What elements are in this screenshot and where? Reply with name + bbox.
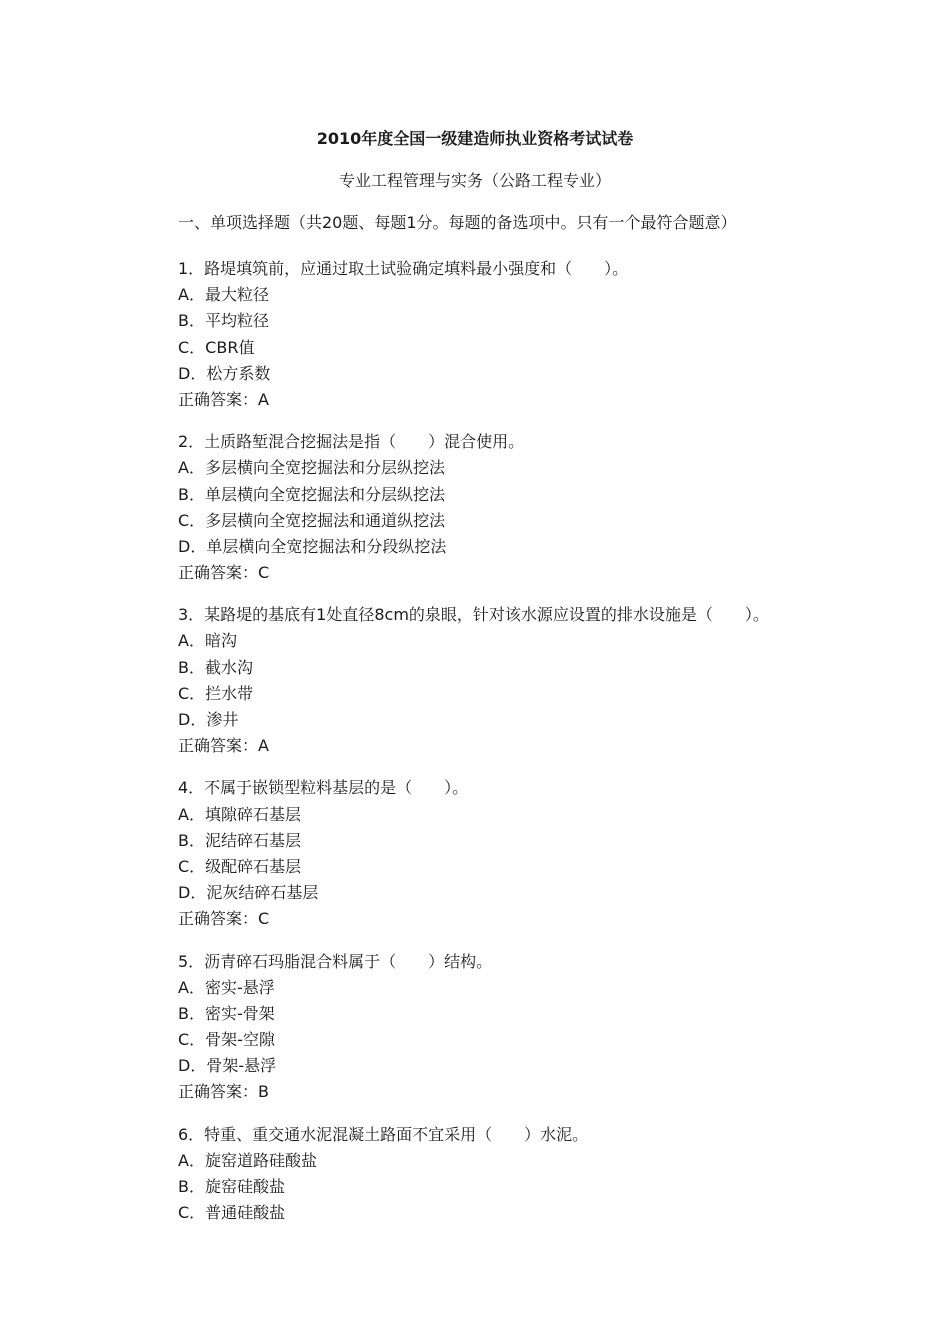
correct-answer: 正确答案：A [178, 389, 269, 409]
option-a: A．多层横向全宽挖掘法和分层纵挖法 [178, 458, 445, 478]
correct-answer: 正确答案：A [178, 736, 269, 756]
question-list [178, 256, 878, 1242]
question-stem: 3．某路堤的基底有1处直径8cm的泉眼，针对该水源应设置的排水设施是（ ）。 [178, 605, 769, 625]
option-c: C．骨架-空隙 [178, 1030, 275, 1050]
option-b: B．密实-骨架 [178, 1003, 275, 1023]
option-c: C．多层横向全宽挖掘法和通道纵挖法 [178, 510, 446, 530]
option-d: D．松方系数 [178, 363, 271, 383]
question-4 [178, 775, 878, 932]
question-stem: 4．不属于嵌锁型粒料基层的是（ ）。 [178, 778, 469, 798]
option-b: B．单层横向全宽挖掘法和分层纵挖法 [178, 484, 445, 504]
option-b: B．平均粒径 [178, 311, 269, 331]
option-b: B．泥结碎石基层 [178, 830, 301, 850]
option-a: A．密实-悬浮 [178, 977, 275, 997]
option-a: A．旋窑道路硅酸盐 [178, 1150, 317, 1170]
option-a: A．暗沟 [178, 631, 237, 651]
question-stem: 6．特重、重交通水泥混凝土路面不宜采用（ ）水泥。 [178, 1124, 589, 1144]
option-c: C．拦水带 [178, 683, 254, 703]
option-d: D．泥灰结碎石基层 [178, 883, 319, 903]
option-c: C．CBR值 [178, 337, 255, 357]
option-c: C．级配碎石基层 [178, 856, 302, 876]
correct-answer: 正确答案：C [178, 909, 270, 929]
option-d: D．单层横向全宽挖掘法和分段纵挖法 [178, 536, 447, 556]
question-stem: 5．沥青碎石玛脂混合料属于（ ）结构。 [178, 951, 493, 971]
option-c: C．普通硅酸盐 [178, 1203, 286, 1223]
section-heading: 一、单项选择题（共20题、每题1分。每题的备选项中。只有一个最符合题意） [178, 213, 737, 232]
question-6 [178, 1122, 878, 1227]
question-stem: 1．路堤填筑前，应通过取土试验确定填料最小强度和（ ）。 [178, 259, 629, 278]
option-a: A．最大粒径 [178, 285, 269, 305]
question-3 [178, 602, 878, 759]
option-a: A．填隙碎石基层 [178, 804, 301, 824]
page-subtitle: 专业工程管理与实务（公路工程专业） [338, 171, 611, 190]
option-d: D．渗井 [178, 710, 239, 729]
question-1 [178, 256, 878, 413]
question-5 [178, 949, 878, 1106]
question-2 [178, 429, 878, 586]
page-title: 2010年度全国一级建造师执业资格考试试卷 [316, 129, 634, 148]
correct-answer: 正确答案：C [178, 563, 270, 583]
option-b: B．旋窑硅酸盐 [178, 1177, 285, 1196]
question-stem: 2．土质路堑混合挖掘法是指（ ）混合使用。 [178, 432, 525, 452]
correct-answer: 正确答案：B [178, 1082, 269, 1102]
option-d: D．骨架-悬浮 [178, 1056, 277, 1076]
option-b: B．截水沟 [178, 657, 253, 677]
